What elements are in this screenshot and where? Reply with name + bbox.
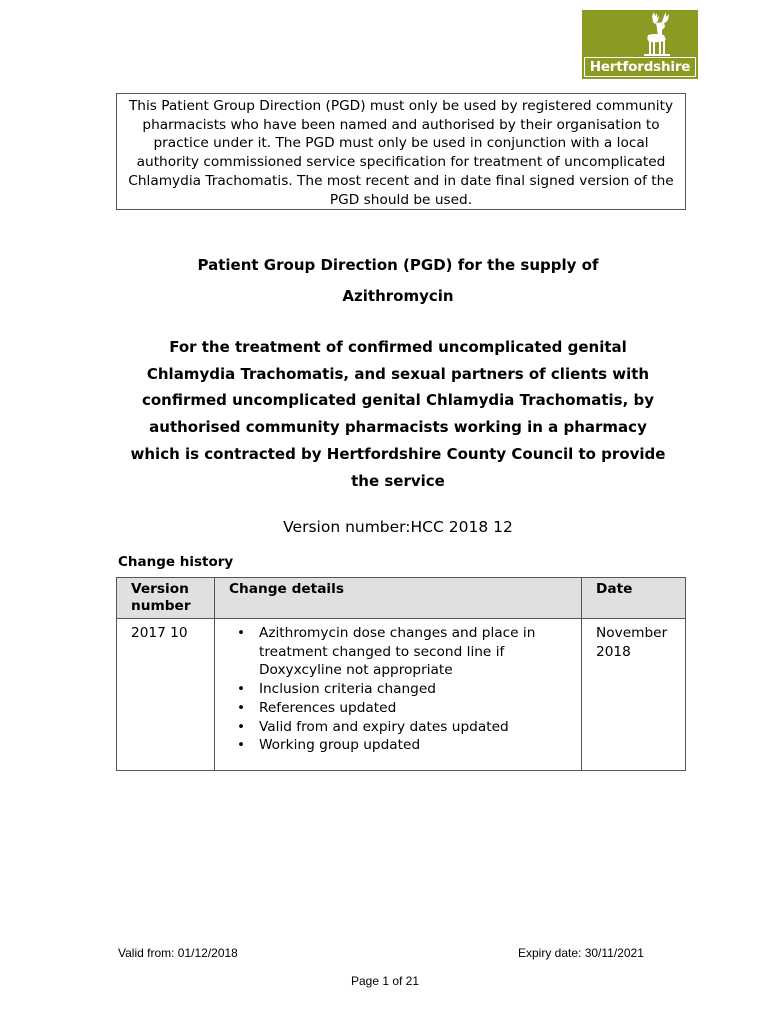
change-list [229,624,567,755]
title-line-2: Azithromycin [342,287,454,305]
logo-wordmark: Hertfordshire [584,57,696,77]
cell-version: 2017 10 [117,619,215,771]
treatment-line: For the treatment of confirmed uncomplicated genital [169,338,627,356]
change-history-table [116,577,686,771]
title-line-1: Patient Group Direction (PGD) for the supply of [197,256,599,274]
treatment-line: authorised community pharmacists working in a pharmacy [149,418,647,437]
treatment-line: which is contracted by Hertfordshire County Council to provide [130,444,666,463]
list-item: • Working group updated [259,736,567,755]
table-header-row [117,578,686,619]
treatment-line: the service [351,471,445,490]
page-number: Page 1 of 21 [350,974,420,988]
version-number: Version number:HCC 2018 12 [283,518,513,536]
cell-change-details [214,619,581,771]
header-date: Date [582,578,686,619]
table-row [117,619,686,771]
usage-notice: This Patient Group Direction (PGD) must only be used by registered community pharmacists who have been named and authorised by their organisation to practice under it. The PGD must only be used in conjunction with a local authority commissioned service specification for treatment of uncomplicated Chlamydia Trachomatis. The most recent and in date final signed version of the PGD should be used. [116,93,686,210]
cell-date: November 2018 [582,619,686,771]
hertfordshire-logo [582,10,698,79]
valid-from: Valid from: 01/12/2018 [118,946,238,960]
list-item: • Valid from and expiry dates updated [259,718,567,737]
header-change-details: Change details [214,578,581,619]
list-item: • References updated [259,699,567,718]
list-item: • Inclusion criteria changed [259,680,567,699]
treatment-line: Chlamydia Trachomatis, and sexual partners of clients with [146,364,650,383]
stag-icon [582,10,698,58]
expiry-date: Expiry date: 30/11/2021 [518,946,644,960]
list-item: • Azithromycin dose changes and place in treatment changed to second line if Doxyxcyline not appropriate [259,624,567,680]
change-history-label: Change history [118,554,234,570]
header-version: Version number [117,578,215,619]
treatment-line: confirmed uncomplicated genital Chlamydia Trachomatis, by [141,391,655,410]
document-title [100,250,696,494]
